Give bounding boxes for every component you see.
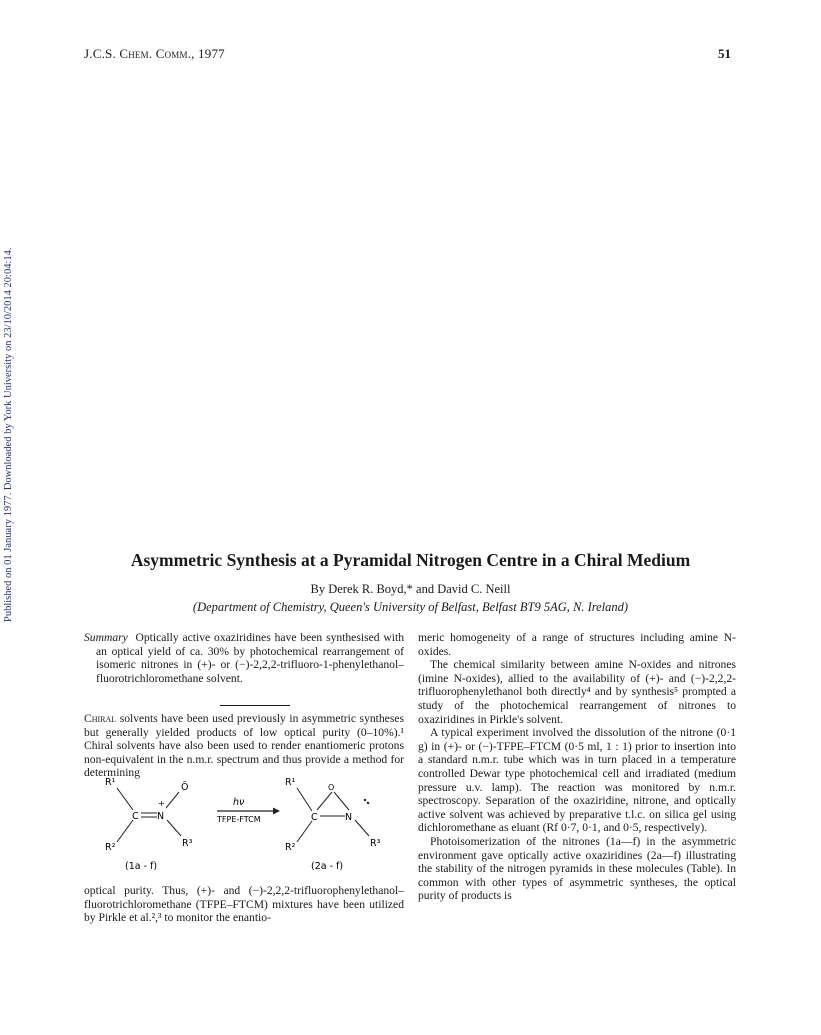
download-watermark[interactable]: Published on 01 January 1977. Downloaded by York University on 23/10/2014 20:04:14. xyxy=(3,247,14,622)
article-title: Asymmetric Synthesis at a Pyramidal Nitrogen Centre in a Chiral Medium xyxy=(130,550,691,570)
plus-charge-icon: + xyxy=(158,799,165,808)
scheme-n-right: N xyxy=(345,812,353,823)
section-divider xyxy=(220,705,290,706)
left-paragraph-2: optical purity. Thus, (+)- and (−)-2,2,2-trifluorophenylethanol–fluorotrichloromethane (TFPE–FTCM) mixtures have been utilized by Pirkle et al.²,³ to monitor the enantio- xyxy=(84,884,404,925)
scheme-r1-right: R¹ xyxy=(285,777,296,788)
scheme-n-plus: N xyxy=(157,811,165,822)
left-column-tail xyxy=(84,884,404,925)
summary-label: Summary xyxy=(84,631,128,644)
reaction-scheme xyxy=(105,770,405,870)
scheme-hv: hν xyxy=(233,797,245,808)
reaction-arrow-icon xyxy=(273,808,280,815)
author-affiliation: (Department of Chemistry, Queen's University of Belfast, Belfast BT9 5AG, N. Ireland) xyxy=(192,600,629,614)
journal-header: J.C.S. Chem. Comm., 1977 xyxy=(84,46,225,61)
scheme-o-minus: Ō xyxy=(181,782,189,793)
scheme-r1-left: R¹ xyxy=(105,777,116,788)
right-paragraph-2: The chemical similarity between amine N-oxides and nitrones (imine N-oxides), allied to the availability of (+)- and (−)-2,2,2-trifluorophenylethanol both directly⁴ and by synthesis⁵ prompted a study of the photochemical rearrangement of nitrones to oxaziridines in Pirkle's solvent. xyxy=(418,658,736,726)
paragraph-lead: Chiral xyxy=(84,712,117,725)
left-paragraph-1: solvents have been used previously in asymmetric syntheses but generally yielded products of low optical purity (0–10%).¹ Chiral solvents have also been used to render enantiomeric protons non-equivalent in the n.m.r. spectrum and thus provide a method for determining xyxy=(84,712,404,780)
scheme-conditions: TFPE-FTCM xyxy=(217,815,261,824)
scheme-r2-left: R² xyxy=(105,842,116,853)
summary-text: Optically active oxaziridines have been synthesised with an optical yield of ca. 30% by photochemical rearrangement of isomeric nitrones in (+)- or (−)-2,2,2-trifluoro-1-phenylethanol–fluorotrichloromethane solvent. xyxy=(96,631,404,685)
right-paragraph-1: meric homogeneity of a range of structures including amine N-oxides. xyxy=(418,631,736,658)
author-byline: By Derek R. Boyd,* and David C. Neill xyxy=(310,582,511,596)
right-column-body xyxy=(418,631,736,903)
scheme-r3-right: R³ xyxy=(370,838,381,849)
scheme-c-right: C xyxy=(311,812,318,823)
summary-block xyxy=(84,631,404,685)
scheme-label-left: (1a - f) xyxy=(125,861,158,870)
scheme-r2-right: R² xyxy=(285,842,296,853)
ring-oxygen: O xyxy=(328,783,335,792)
scheme-label-right: (2a - f) xyxy=(311,861,344,870)
scheme-r3-left: R³ xyxy=(182,838,193,849)
right-paragraph-4: Photoisomerization of the nitrones (1a—f) in the asymmetric environment gave optically active oxaziridines (2a—f) illustrating the stability of the nitrogen pyramids in these molecules (Table). In common with other types of asymmetric syntheses, the optical purity of products is xyxy=(418,834,736,903)
right-paragraph-3: A typical experiment involved the dissolution of the nitrone (0·1 g) in (+)- or (−)-TFPE–FTCM (0·5 ml, 1 : 1) prior to insertion into a standard n.m.r. tube which was in turn placed in a temperature controlled Dewar type photochemical cell and irradiated (medium pressure u.v. lamp). The reaction was monitored by n.m.r. spectroscopy. Separation of the oxaziridine, nitrone, and optically active solvent was achieved by preparative t.l.c. on silica gel using dichloromethane as eluant (Rf 0·7, 0·1, and 0·5, respectively). xyxy=(418,726,736,835)
scheme-c-left: C xyxy=(132,811,139,822)
page-number: 51 xyxy=(718,46,731,61)
